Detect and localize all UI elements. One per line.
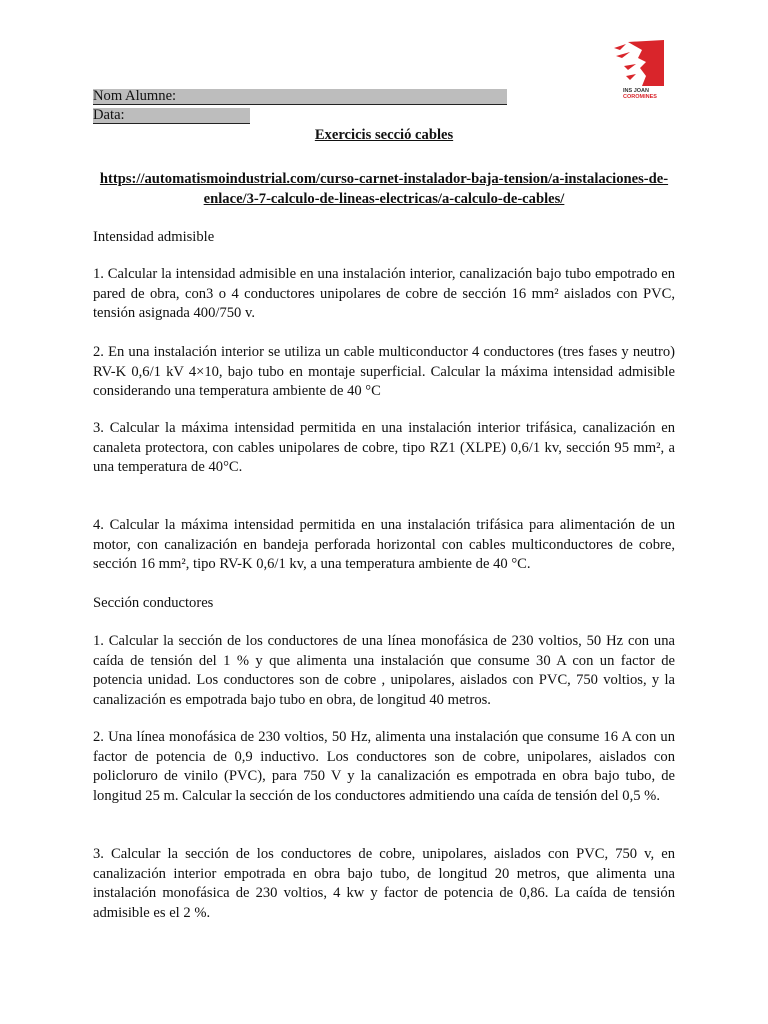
exercise-item: 1. Calcular la intensidad admisible en una instalación interior, canalización bajo tubo empotrado en pared de obra, con3 o 4 conductores unipolares de cobre de sección 16 mm² aislados con PVC, tensión asignada 400/750 v. [93,266,675,321]
student-name-label: Nom Alumne: [93,88,177,104]
exercise-item: 3. Calcular la máxima intensidad permitida en una instalación interior trifásica, canalización en canaleta protectora, con cables unipolares de cobre, tipo RZ1 (XLPE) 0,6/1 kv, sección 95 mm², a una temperatura de 40°C. [93,420,675,475]
section-heading-section: Sección conductores [93,595,214,611]
student-name-field [93,87,176,106]
page-title: Exercicis secció cables [314,127,454,143]
exercise-item: 1. Calcular la sección de los conductores de una línea monofásica de 230 voltios, 50 Hz con una caída de tensión del 1 % y que alimenta una instalación que consume 30 A con un factor de potencia unidad. Los conductores son de cobre , unipolares, aislados con PVC, 750 voltios, y la canalización es empotrada bajo tubo en obra, de longitud 40 metros. [93,633,675,708]
date-label: Data: [93,107,125,123]
section-heading-intensity: Intensidad admisible [93,229,215,245]
date-field [93,106,125,125]
exercise-item: 2. En una instalación interior se utiliza un cable multiconductor 4 conductores (tres fases y neutro) RV-K 0,6/1 kV 4×10, bajo tubo en montaje superficial. Calcular la máxima intensidad admisible considerando una temperatura ambiente de 40 °C [93,344,675,399]
logo-text: INS JOAN COROMINES [623,88,657,100]
exercise-item: 2. Una línea monofásica de 230 voltios, 50 Hz, alimenta una instalación que consume 16 A con un factor de potencia de 0,9 inductivo. Los conductores son de cobre, unipolares, aislados con policloruro de vinilo (PVC), para 750 V y la canalización es empotrada en obra bajo tubo, de longitud 25 m. Calcular la sección de los conductores admitiendo una caída de tensión del 0,5 %. [93,729,675,804]
exercise-item: 4. Calcular la máxima intensidad permitida en una instalación trifásica para alimentación de un motor, con canalización en bandeja perforada horizontal con cables multiconductores de cobre, sección 16 mm², tipo RV-K 0,6/1 kv, a una temperatura ambiente de 40 °C. [93,517,675,572]
exercise-item: 3. Calcular la sección de los conductores de cobre, unipolares, aislados con PVC, 750 v, en canalización interior empotrada en obra bajo tubo, de longitud 20 metros, que alimenta una instalación monofásica de 230 voltios, 4 kw y factor de potencia de 0,86. La caída de tensión admisible es el 2 %. [93,846,675,921]
reference-link[interactable]: https://automatismoindustrial.com/curso-carnet-instalador-baja-tension/a-instalaciones-de-enlace/3-7-calculo-de-lineas-electricas/a-calculo-de-cables/ [99,171,669,207]
